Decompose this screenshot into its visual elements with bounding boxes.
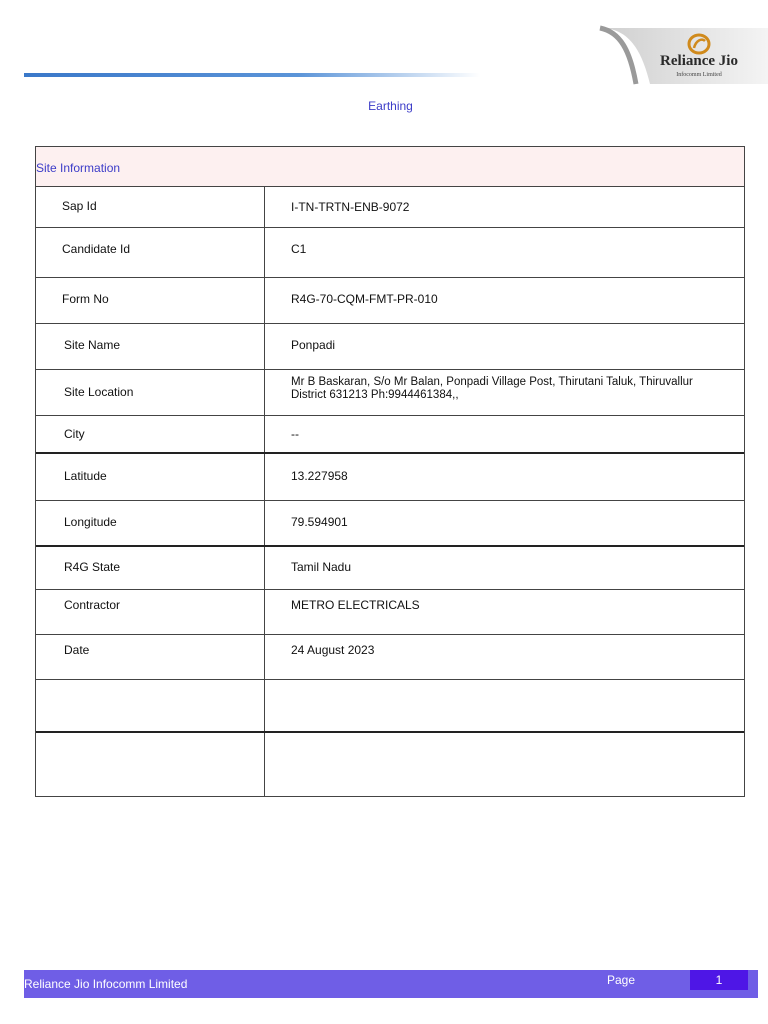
label-site-location: Site Location (64, 385, 134, 399)
label-longitude: Longitude (64, 515, 117, 529)
section-heading: Site Information (36, 161, 121, 175)
section-header (36, 147, 744, 187)
row-divider (36, 679, 744, 680)
row-divider (36, 369, 744, 370)
row-divider (36, 227, 744, 228)
footer-company-name: Reliance Jio Infocomm Limited (24, 977, 188, 991)
row-divider (36, 731, 744, 733)
label-sap-id: Sap Id (62, 199, 97, 213)
value-site-name: Ponpadi (291, 338, 336, 352)
value-date: 24 August 2023 (291, 643, 375, 657)
label-latitude: Latitude (64, 469, 107, 483)
logo-name: Reliance Jio (660, 53, 738, 69)
site-information-table (35, 146, 745, 797)
row-divider (36, 415, 744, 416)
value-site-location: Mr B Baskaran, S/o Mr Balan, Ponpadi Village Post, Thirutani Taluk, Thiruvallur District 631213 Ph:9944461384,, (291, 376, 693, 401)
value-latitude: 13.227958 (291, 469, 348, 483)
value-city: -- (291, 427, 299, 441)
label-date: Date (64, 643, 90, 657)
label-r4g-state: R4G State (64, 560, 121, 574)
row-divider (36, 277, 744, 278)
column-divider (264, 187, 265, 797)
label-candidate-id: Candidate Id (62, 242, 131, 256)
label-city: City (64, 427, 85, 441)
row-divider (36, 452, 744, 454)
page-number: 1 (690, 970, 748, 990)
label-contractor: Contractor (64, 598, 121, 612)
row-divider (36, 500, 744, 501)
value-sap-id: I-TN-TRTN-ENB-9072 (291, 200, 410, 214)
value-longitude: 79.594901 (291, 515, 348, 529)
value-form-no: R4G-70-CQM-FMT-PR-010 (291, 292, 438, 306)
row-divider (36, 323, 744, 324)
value-candidate-id: C1 (291, 242, 307, 256)
footer-page-label: Page (607, 973, 636, 987)
header-rule (24, 73, 480, 77)
document-title: Earthing (368, 99, 413, 113)
row-divider (36, 545, 744, 547)
logo-subtitle: Infocomm Limited (676, 72, 722, 78)
label-form-no: Form No (62, 292, 109, 306)
value-contractor: METRO ELECTRICALS (291, 598, 420, 612)
row-divider (36, 589, 744, 590)
footer-bar (24, 970, 758, 998)
row-divider (36, 634, 744, 635)
label-site-name: Site Name (64, 338, 121, 352)
value-r4g-state: Tamil Nadu (291, 560, 352, 574)
